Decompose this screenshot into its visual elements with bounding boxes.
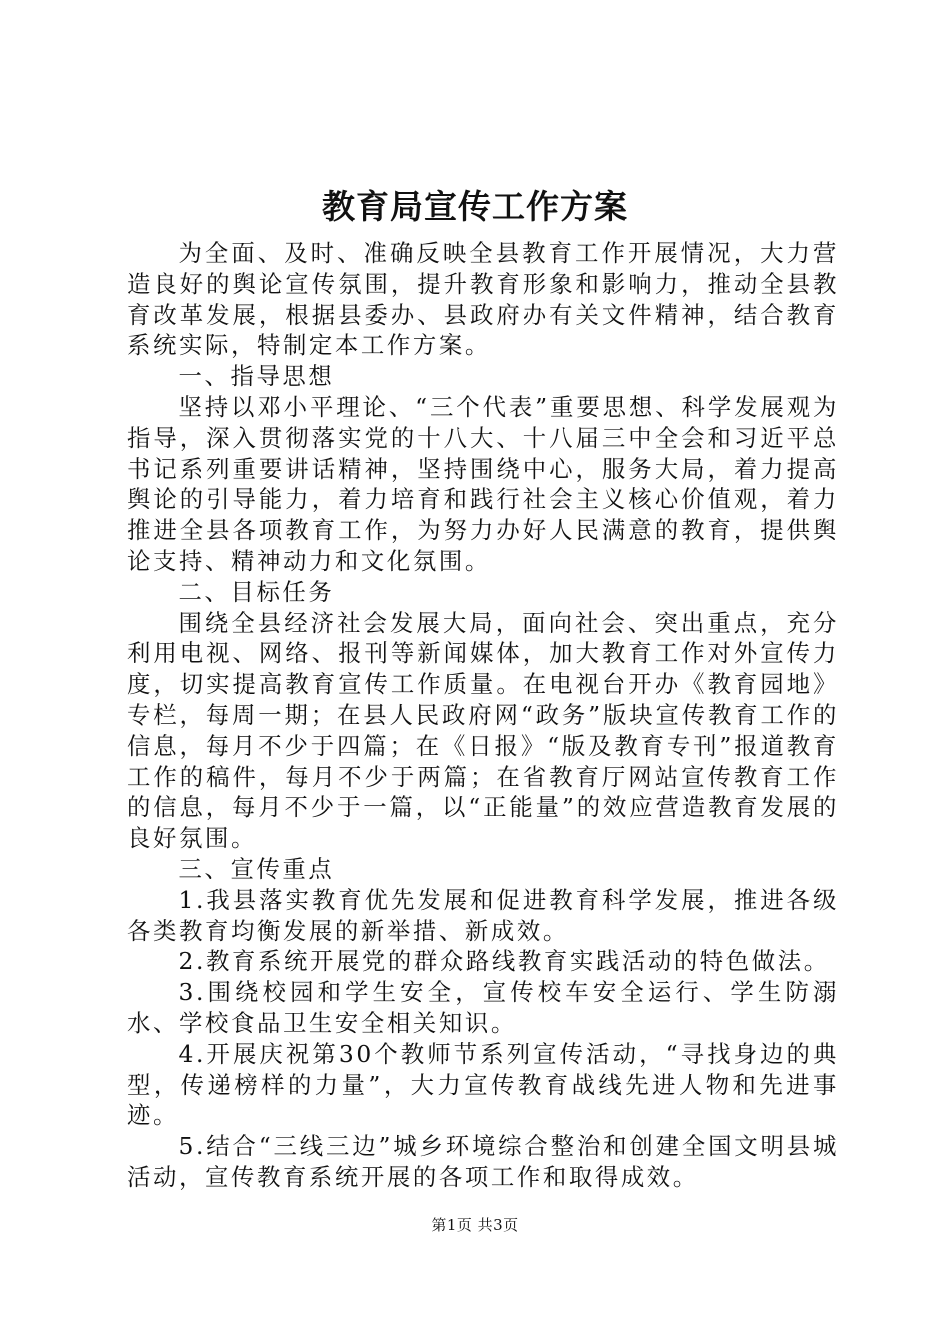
intro-paragraph: 为全面、及时、准确反映全县教育工作开展情况，大力营造良好的舆论宣传氛围，提升教育形象和影响力，推动全县教育改革发展，根据县委办、县政府办有关文件精神，结合教育系统实际，特制定本工作方案。 <box>127 239 839 360</box>
guiding-ideology-paragraph: 坚持以邓小平理论、“三个代表”重要思想、科学发展观为指导，深入贯彻落实党的十八大、十八届三中全会和习近平总书记系列重要讲话精神，坚持围绕中心，服务大局，着力提高舆论的引导能力，着力培育和践行社会主义核心价值观，着力推进全县各项教育工作，为努力办好人民满意的教育，提供舆论支持、精神动力和文化氛围。 <box>127 392 839 575</box>
page-number-footer: 第1页 共3页 <box>431 1216 519 1234</box>
focus-item-5: 5.结合“三线三边”城乡环境综合整治和创建全国文明县城活动，宣传教育系统开展的各项工作和取得成效。 <box>127 1132 839 1191</box>
document-body <box>127 238 839 1193</box>
document-title: 教育局宣传工作方案 <box>322 187 628 226</box>
focus-item-2: 2.教育系统开展党的群众路线教育实践活动的特色做法。 <box>178 947 830 976</box>
section-heading-guiding-ideology: 一、指导思想 <box>178 362 335 391</box>
section-heading-goals-tasks: 二、目标任务 <box>178 577 335 606</box>
focus-item-4: 4.开展庆祝第30个教师节系列宣传活动，“寻找身边的典型，传递榜样的力量”，大力宣传教育战线先进人物和先进事迹。 <box>127 1039 839 1130</box>
focus-item-3: 3.围绕校园和学生安全，宣传校车安全运行、学生防溺水、学校食品卫生安全相关知识。 <box>127 978 839 1037</box>
focus-item-1: 1.我县落实教育优先发展和促进教育科学发展，推进各级各类教育均衡发展的新举措、新成效。 <box>127 885 839 945</box>
section-heading-publicity-focus: 三、宣传重点 <box>178 854 335 883</box>
goals-tasks-paragraph: 围绕全县经济社会发展大局，面向社会、突出重点，充分利用电视、网络、报刊等新闻媒体，加大教育工作对外宣传力度，切实提高教育宣传工作质量。在电视台开办《教育园地》专栏，每周一期；在县人民政府网“政务”版块宣传教育工作的信息，每月不少于四篇；在《日报》“版及教育专刊”报道教育工作的稿件，每月不少于两篇；在省教育厅网站宣传教育工作的信息，每月不少于一篇，以“正能量”的效应营造教育发展的良好氛围。 <box>127 608 839 853</box>
